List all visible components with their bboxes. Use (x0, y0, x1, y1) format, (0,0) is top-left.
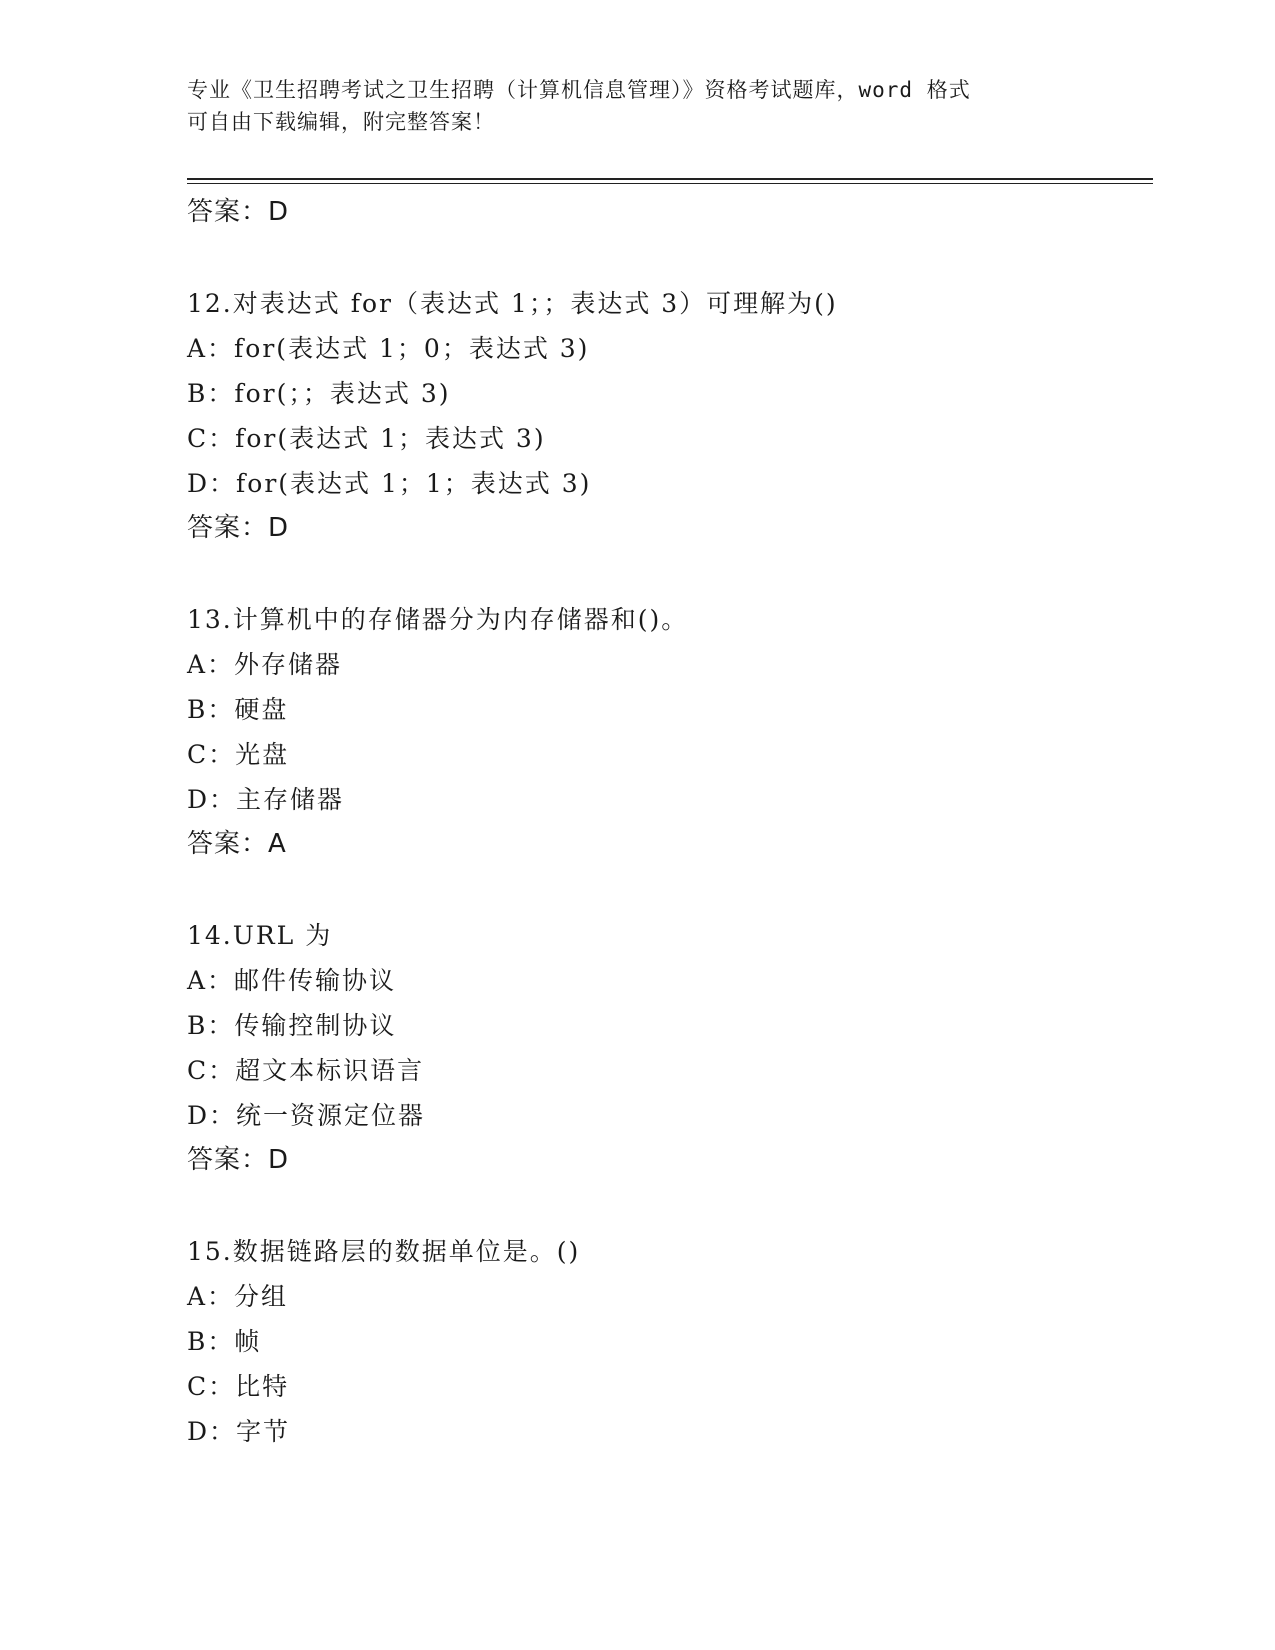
option-c: C：光盘 (187, 740, 290, 769)
question-stem: 13.计算机中的存储器分为内存储器和()。 (187, 605, 689, 634)
question-14 (187, 913, 1153, 1183)
option-b: B：硬盘 (187, 695, 289, 724)
option-a: A：外存储器 (187, 650, 343, 679)
question-15 (187, 1229, 1153, 1454)
option-c: C：比特 (187, 1372, 290, 1401)
header-line-2: 可自由下载编辑，附完整答案！ (187, 110, 495, 134)
header-divider-thick (187, 178, 1153, 180)
option-c: C：for(表达式 1；表达式 3) (187, 424, 546, 453)
question-13 (187, 597, 1153, 867)
header-divider-thin (187, 183, 1153, 184)
answer-line: 答案：A (187, 829, 287, 859)
option-a: A：for(表达式 1；0；表达式 3) (187, 334, 590, 363)
option-d: D：字节 (187, 1417, 291, 1446)
question-12 (187, 281, 1153, 551)
option-a: A：邮件传输协议 (187, 966, 397, 995)
answer-line: 答案：D (187, 513, 290, 543)
page-header (187, 74, 1087, 138)
option-a: A：分组 (187, 1282, 289, 1311)
option-b: B：for(；；表达式 3) (187, 379, 451, 408)
question-stem: 15.数据链路层的数据单位是。() (187, 1237, 581, 1266)
answer-line: 答案：D (187, 1145, 290, 1175)
option-d: D：统一资源定位器 (187, 1101, 426, 1130)
option-b: B：帧 (187, 1327, 262, 1356)
option-b: B：传输控制协议 (187, 1011, 397, 1040)
question-stem: 12.对表达式 for（表达式 1；；表达式 3）可理解为() (187, 289, 838, 318)
option-d: D：主存储器 (187, 785, 345, 814)
answer-line: 答案：D (187, 197, 290, 227)
question-stem: 14.URL 为 (187, 921, 333, 950)
option-d: D：for(表达式 1；1；表达式 3) (187, 469, 592, 498)
header-line-1: 专业《卫生招聘考试之卫生招聘（计算机信息管理）》资格考试题库，word 格式 (187, 78, 971, 102)
option-c: C：超文本标识语言 (187, 1056, 425, 1085)
question-list (187, 190, 1153, 1454)
